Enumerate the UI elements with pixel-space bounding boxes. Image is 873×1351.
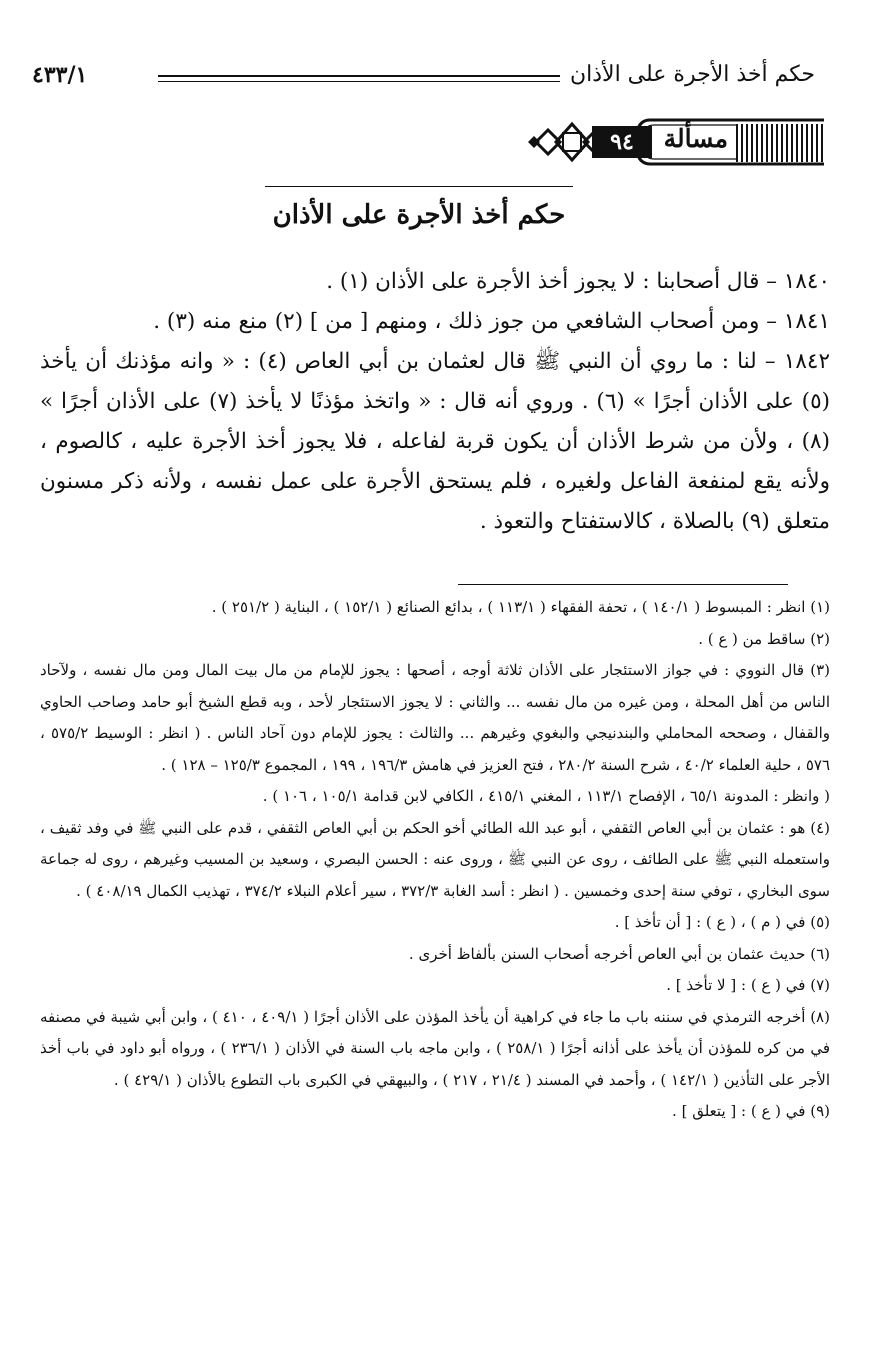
- running-header: [28, 62, 815, 96]
- footnote: (٣) قال النووي : في جواز الاستئجار على الأذان ثلاثة أوجه ، أصحها : يجوز للإمام من مال بيت المال ومن مال نفسه ، ولآحاد الناس من أهل المحلة ، ومن غيره من مال نفسه ... والثاني : لا يجوز الاستئجار لأحد ، وبه قطع الشيخ أبو حامد وصاحب الحاوي والقفال ، وصححه المحاملي والبندنيجي والبغوي وغيرهم ... والثالث : يجوز للإمام دون آحاد الناس . ( انظر : الوسيط ٥٧٥/٢ ، ٥٧٦ ، حلية العلماء ٤٠/٢ ، شرح السنة ٢٨٠/٢ ، فتح العزيز في هامش ١٩٦/٣ ، ١٩٩ ، المجموع ١٢٥/٣ – ١٢٨ ) .: [40, 661, 830, 774]
- masala-label: مسألة: [663, 124, 728, 153]
- footnote: (١) انظر : المبسوط ( ١٤٠/١ ) ، تحفة الفقهاء ( ١١٣/١ ) ، بدائع الصنائع ( ١٥٢/١ ) ، البناية ( ٢٥١/٢ ) .: [211, 598, 830, 616]
- title-rule: [265, 186, 573, 187]
- page-number: ٤٣٣/١: [32, 62, 88, 88]
- hatch-decoration: [736, 124, 824, 162]
- masala-number: ٩٤: [592, 126, 652, 158]
- running-title: حكم أخذ الأجرة على الأذان: [569, 62, 815, 87]
- paragraph: ١٨٤١ – ومن أصحاب الشافعي من جوز ذلك ، ومنهم [ من ] (٢) منع منه (٣) .: [153, 309, 830, 334]
- footnote: (٧) في ( ع ) : [ لا تأخذ ] .: [666, 976, 830, 994]
- footnotes: [40, 592, 830, 1128]
- footnote: (٦) حديث عثمان بن أبي العاص أخرجه أصحاب السنن بألفاظ أخرى .: [408, 944, 830, 963]
- footnote: (٤) هو : عثمان بن أبي العاص الثقفي ، أبو عبد الله الطائي أخو الحكم بن أبي العاص الثقفي ، قدم على النبي ﷺ في وفد ثقيف ، واستعمله النبي ﷺ على الطائف ، روى عن النبي ﷺ ، وروى عنه : الحسن البصري ، وسعيد بن المسيب وغيرهم ، روى له جماعة سوى البخاري ، توفي سنة إحدى وخمسين . ( انظر : أسد الغابة ٣٧٢/٣ ، سير أعلام النبلاء ٣٧٤/٢ ، تهذيب الكمال ٤٠٨/١٩ ) .: [40, 818, 830, 900]
- paragraph: ١٨٤٠ – قال أصحابنا : لا يجوز أخذ الأجرة على الأذان (١) .: [326, 269, 830, 294]
- main-text: [40, 262, 830, 542]
- footnote: (٩) في ( ع ) : [ يتعلق ] .: [672, 1102, 830, 1120]
- footnote: (٢) ساقط من ( ع ) .: [698, 629, 830, 648]
- footnote: ( وانظر : المدونة ٦٥/١ ، الإفصاح ١١٣/١ ، المغني ٤١٥/١ ، الكافي لابن قدامة ١٠٥/١ ، ١٠٦ ) .: [262, 787, 830, 805]
- footnote: (٨) أخرجه الترمذي في سننه باب ما جاء في كراهية أن يأخذ المؤذن على الأذان أجرًا ( ٤٠٩/١ ، ٤١٠ ) ، وابن أبي شيبة في مصنفه في من كره للمؤذن أن يأخذ على أذانه أجرًا ( ٢٥٨/١ ) ، وابن ماجه باب السنة في الأذان ( ٢٣٦/١ ) ، ورواه أبو داود في باب أخذ الأجر على التأذين ( ١٤٢/١ ) ، وأحمد في المسند ( ٢١/٤ ، ٢١٧ ) ، والبيهقي في الكبرى باب التطوع بالأذان ( ٤٢٩/١ ) .: [40, 1007, 831, 1089]
- header-rule: [158, 75, 560, 82]
- footnote-separator: [458, 584, 788, 585]
- paragraph: ١٨٤٢ – لنا : ما روي أن النبي ﷺ قال لعثمان بن أبي العاص (٤) : « وانه مؤذنك أن يأخذ (٥) على الأذان أجرًا » (٦) . وروي أنه قال : « واتخذ مؤذنًا لا يأخذ (٧) على الأذان أجرًا » (٨) ، ولأن من شرط الأذان أن يكون قربة لفاعله ، فلا يجوز أخذ الأجرة عليه ، كالصوم ، ولأنه يقع لمنفعة الفاعل ولغيره ، فلم يستحق الأجرة على عمل نفسه ، ولأنه ذكر مسنون متعلق (٩) بالصلاة ، كالاستفتاح والتعوذ .: [40, 349, 831, 534]
- chapter-title: حكم أخذ الأجرة على الأذان: [272, 200, 566, 230]
- footnote: (٥) في ( م ) ، ( ع ) : [ أن تأخذ ] .: [614, 913, 830, 931]
- masala-banner: [526, 112, 824, 170]
